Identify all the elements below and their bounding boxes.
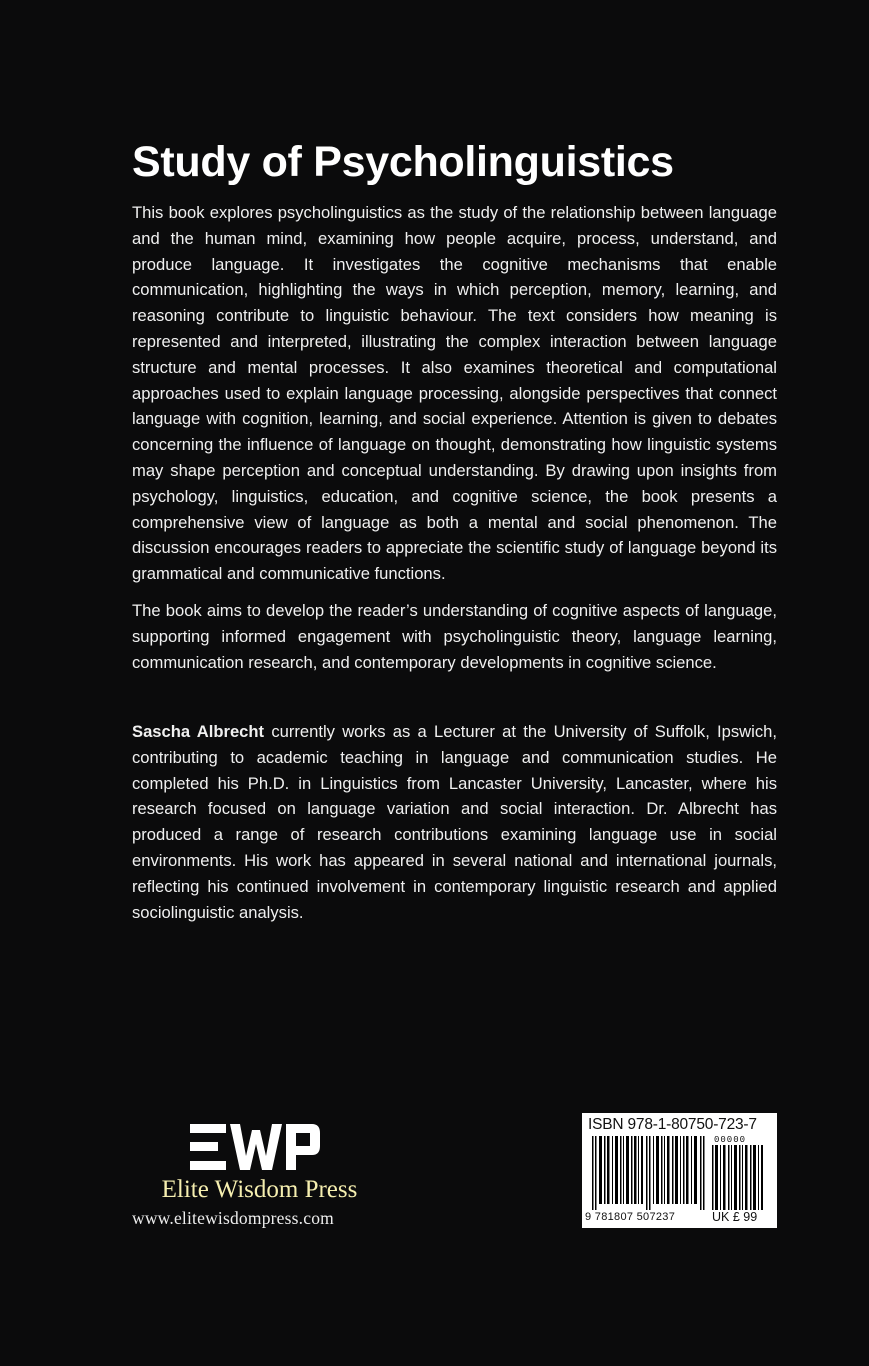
author-bio-text: currently works as a Lecturer at the University of Suffolk, Ipswich, contributing to academic teaching in language and communication studies. He completed his Ph.D. in Linguistics from Lancaster University, Lancaster, where his research focused on language variation and social interaction. Dr. Albrecht has produced a range of research contributions examining language use in social environments. His work has appeared in several national and international journals, reflecting his continued involvement in contemporary linguistic research and applied sociolinguistic analysis. [132,722,777,922]
barcode-addon-digits: 00000 [714,1135,747,1145]
author-bio [132,719,777,925]
publisher-website: www.elitewisdompress.com [132,1208,334,1228]
description-paragraph-2: The book aims to develop the reader’s understanding of cognitive aspects of language, supporting informed engagement with psycholinguistic theory, language learning, communication research, and contemporary developments in cognitive science. [132,601,777,672]
barcode-bars [592,1136,705,1210]
description-paragraph-1: This book explores psycholinguistics as the study of the relationship between language and the human mind, examining how people acquire, process, understand, and produce language. It investigates the cognitive mechanisms that enable communication, highlighting the ways in which perception, memory, learning, and reasoning contribute to linguistic behaviour. The text considers how meaning is represented and interpreted, illustrating the complex interaction between language structure and mental processes. It also examines theoretical and computational approaches used to explain language processing, alongside perspectives that connect language with cognition, learning, and social experience. Attention is given to debates concerning the influence of language on thought, demonstrating how linguistic systems may shape perception and conceptual understanding. By drawing upon insights from psychology, linguistics, education, and cognitive science, the book presents a comprehensive view of language as both a mental and social phenomenon. The discussion encourages readers to appreciate the scientific study of language beyond its grammatical and communicative functions. [132,203,777,584]
isbn-barcode [582,1113,777,1228]
barcode-digits: 9 781807 507237 [585,1211,676,1223]
ewp-logo-mark [190,1124,320,1170]
publisher-name: Elite Wisdom Press [161,1176,358,1203]
book-title: Study of Psycholinguistics [132,138,674,186]
isbn-label: ISBN 978-1-80750-723-7 [588,1116,757,1133]
author-name: Sascha Albrecht [132,722,265,741]
price-label: UK £ 99 [712,1210,758,1224]
publisher-logo [132,1124,382,1234]
barcode-addon-bars [712,1145,764,1210]
